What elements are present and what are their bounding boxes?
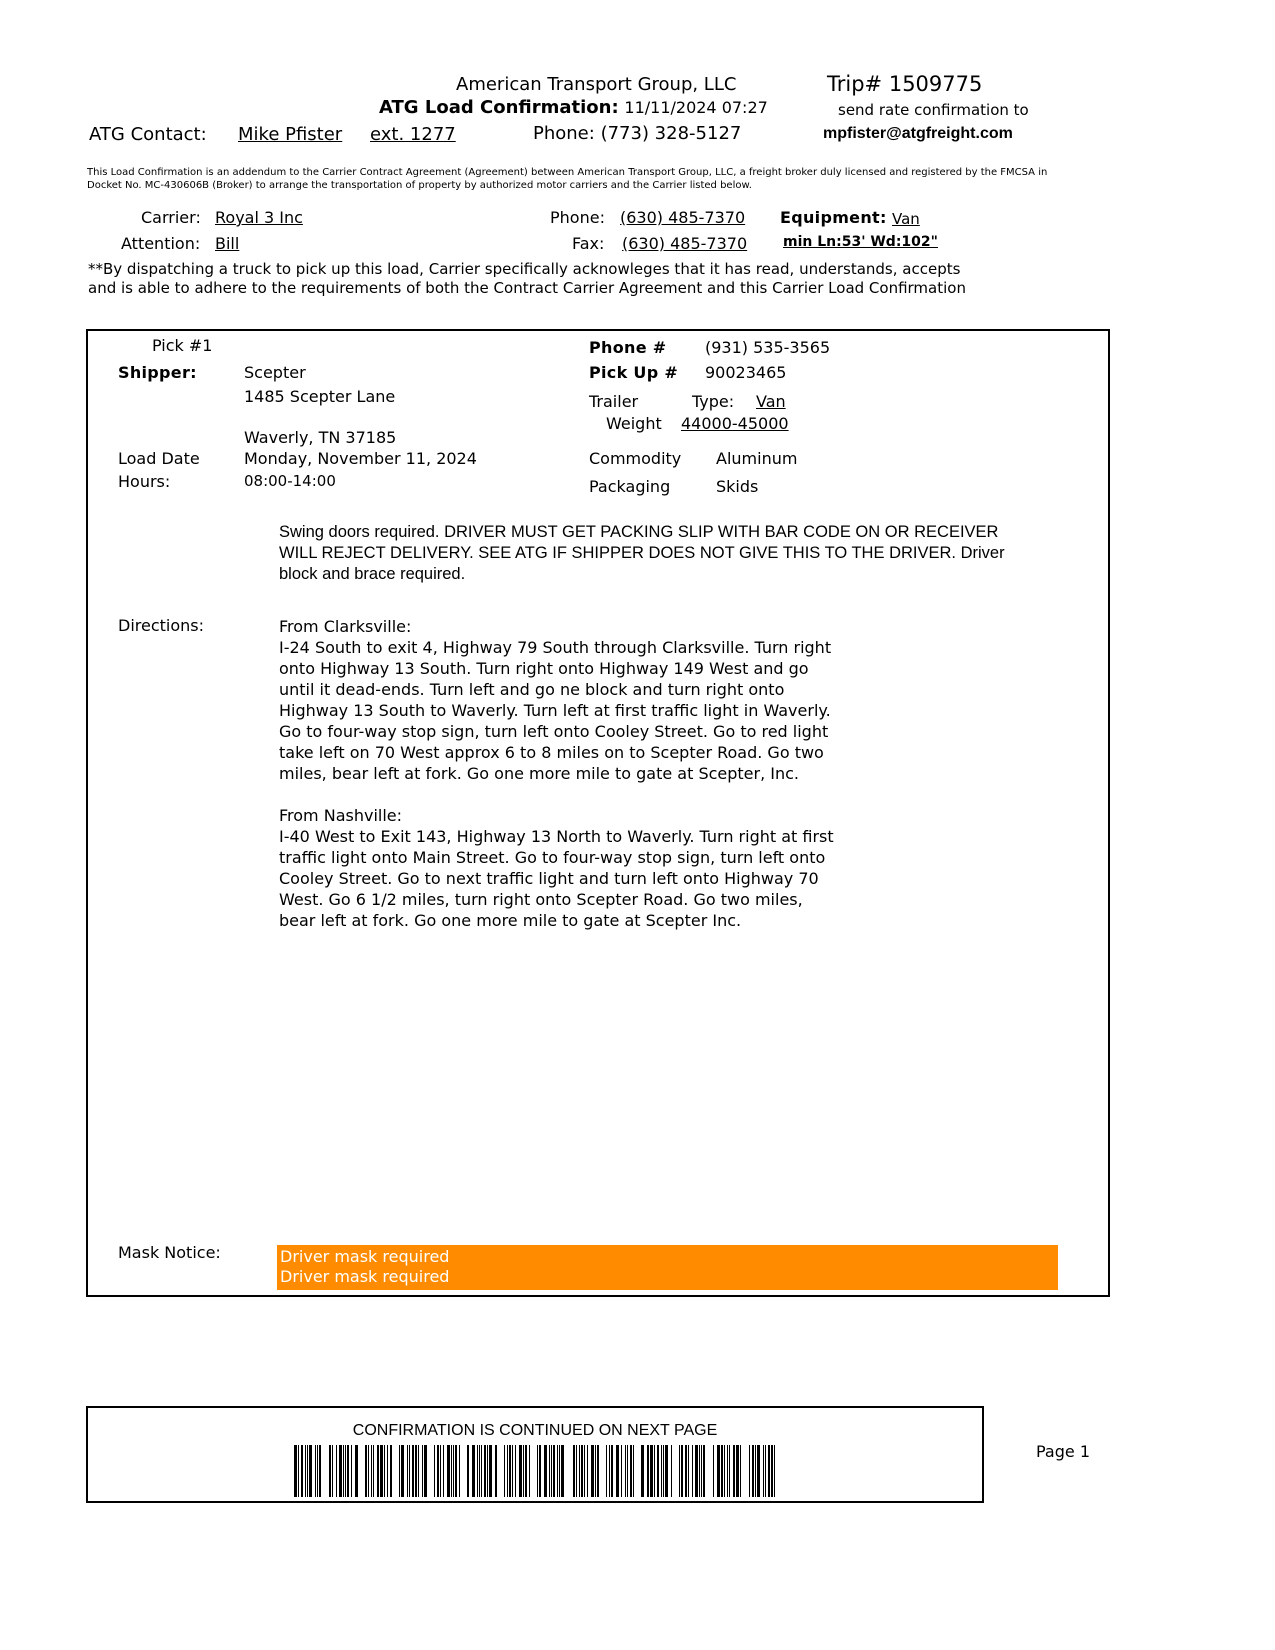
pick-phone-value: (931) 535-3565 bbox=[705, 338, 831, 357]
shipper-address1: 1485 Scepter Lane bbox=[244, 387, 396, 406]
trailer-type-value: Van bbox=[756, 392, 786, 411]
carrier-fax: (630) 485-7370 bbox=[622, 234, 748, 253]
commodity-label: Commodity bbox=[589, 449, 682, 468]
shipper-name: Scepter bbox=[244, 363, 306, 382]
carrier-phone: (630) 485-7370 bbox=[620, 208, 746, 227]
mask-notice-line2: Driver mask required bbox=[280, 1267, 450, 1286]
pick-notes: Swing doors required. DRIVER MUST GET PACKING SLIP WITH BAR CODE ON OR RECEIVER WILL REJECT DELIVERY. SEE ATG IF SHIPPER DOES NOT GIVE THIS TO THE DRIVER. Driver block and brace required. bbox=[279, 523, 1005, 583]
rate-email-link[interactable]: mpfister@atgfreight.com bbox=[823, 125, 1013, 142]
continued-notice: CONFIRMATION IS CONTINUED ON NEXT PAGE bbox=[352, 1422, 718, 1439]
page-number: Page 1 bbox=[1036, 1442, 1090, 1461]
mask-notice-banner bbox=[277, 1245, 1058, 1290]
mask-notice-line1: Driver mask required bbox=[280, 1247, 450, 1266]
trailer-type-label: Type: bbox=[692, 392, 735, 411]
load-confirmation-title: ATG Load Confirmation: bbox=[379, 97, 619, 118]
pick-title: Pick #1 bbox=[152, 336, 213, 355]
carrier-name: Royal 3 Inc bbox=[215, 208, 303, 227]
atg-contact-ext: ext. 1277 bbox=[370, 124, 456, 145]
addendum-text: This Load Confirmation is an addendum to the Carrier Contract Agreement (Agreement) between American Transport Group, LLC, a freight broker duly licensed and registered by the FMCSA in Docket No. MC-430606B (Broker) to arrange the transportation of property by authorized motor carriers and the Carrier listed below. bbox=[87, 167, 1048, 191]
pick-phone-label: Phone # bbox=[589, 338, 667, 357]
atg-phone-label: Phone: bbox=[533, 123, 595, 144]
continuation-box bbox=[86, 1406, 984, 1503]
packaging-label: Packaging bbox=[589, 477, 671, 496]
packaging-value: Skids bbox=[716, 477, 759, 496]
attention-name: Bill bbox=[215, 234, 240, 253]
load-date-value: Monday, November 11, 2024 bbox=[244, 449, 477, 468]
atg-phone-value: (773) 328-5127 bbox=[600, 123, 742, 144]
atg-contact-label: ATG Contact: bbox=[89, 124, 207, 145]
attention-label: Attention: bbox=[121, 234, 201, 253]
trip-label: Trip# bbox=[827, 72, 883, 96]
carrier-fax-label: Fax: bbox=[572, 234, 605, 253]
shipper-label: Shipper: bbox=[118, 363, 197, 382]
dispatch-notice-line1: **By dispatching a truck to pick up this load, Carrier specifically acknowleges that it has read, understands, accepts bbox=[88, 260, 961, 278]
shipper-city-state-zip: Waverly, TN 37185 bbox=[244, 428, 397, 447]
equipment-value: Van bbox=[892, 210, 920, 228]
atg-contact-name: Mike Pfister bbox=[238, 124, 343, 145]
atg-phone bbox=[533, 123, 741, 144]
weight-value: 44000-45000 bbox=[681, 414, 789, 433]
equipment-label: Equipment: bbox=[780, 208, 887, 227]
directions-label: Directions: bbox=[118, 616, 205, 635]
load-confirmation-datetime: 11/11/2024 07:27 bbox=[624, 98, 768, 117]
directions-clarksville: From Clarksville: I-24 South to exit 4, Highway 79 South through Clarksville. Turn right onto Highway 13 South. Turn right onto Highway 149 West and go until it dead-ends. Turn left and go ne block and turn right onto Highway 13 South to Waverly. Turn left at first traffic light in Waverly. Go to four-way stop sign, turn left onto Cooley Street. Go to red light take left on 70 West approx 6 to 8 miles on to Scepter Road. Go two miles, bear left at fork. Go one more mile to gate at Scepter, Inc. bbox=[279, 617, 832, 783]
dispatch-notice-line2: and is able to adhere to the requirements of both the Contract Carrier Agreement and this Carrier Load Confirmation bbox=[88, 279, 966, 297]
load-date-label: Load Date bbox=[118, 449, 200, 468]
pickup-number-value: 90023465 bbox=[705, 363, 787, 382]
pickup-number-label: Pick Up # bbox=[589, 363, 679, 382]
trip-number bbox=[827, 72, 982, 96]
commodity-value: Aluminum bbox=[716, 449, 798, 468]
carrier-label: Carrier: bbox=[141, 208, 201, 227]
hours-value: 08:00-14:00 bbox=[244, 472, 336, 490]
carrier-phone-label: Phone: bbox=[550, 208, 605, 227]
min-dimensions: min Ln:53' Wd:102" bbox=[783, 234, 938, 250]
barcode-icon bbox=[294, 1445, 776, 1497]
weight-label: Weight bbox=[606, 414, 662, 433]
load-confirmation-label bbox=[379, 97, 768, 118]
trailer-label: Trailer bbox=[589, 392, 639, 411]
send-rate-text: send rate confirmation to bbox=[838, 101, 1029, 119]
directions-nashville: From Nashville: I-40 West to Exit 143, Highway 13 North to Waverly. Turn right at first traffic light onto Main Street. Go to four-way stop sign, turn left onto Cooley Street. Go to next traffic light and turn left onto Highway 70 West. Go 6 1/2 miles, turn right onto Scepter Road. Go two miles, bear left at fork. Go one more mile to gate at Scepter Inc. bbox=[279, 806, 834, 930]
mask-notice-label: Mask Notice: bbox=[118, 1243, 221, 1262]
hours-label: Hours: bbox=[118, 472, 171, 491]
company-name: American Transport Group, LLC bbox=[456, 74, 737, 95]
trip-value: 1509775 bbox=[888, 72, 983, 96]
